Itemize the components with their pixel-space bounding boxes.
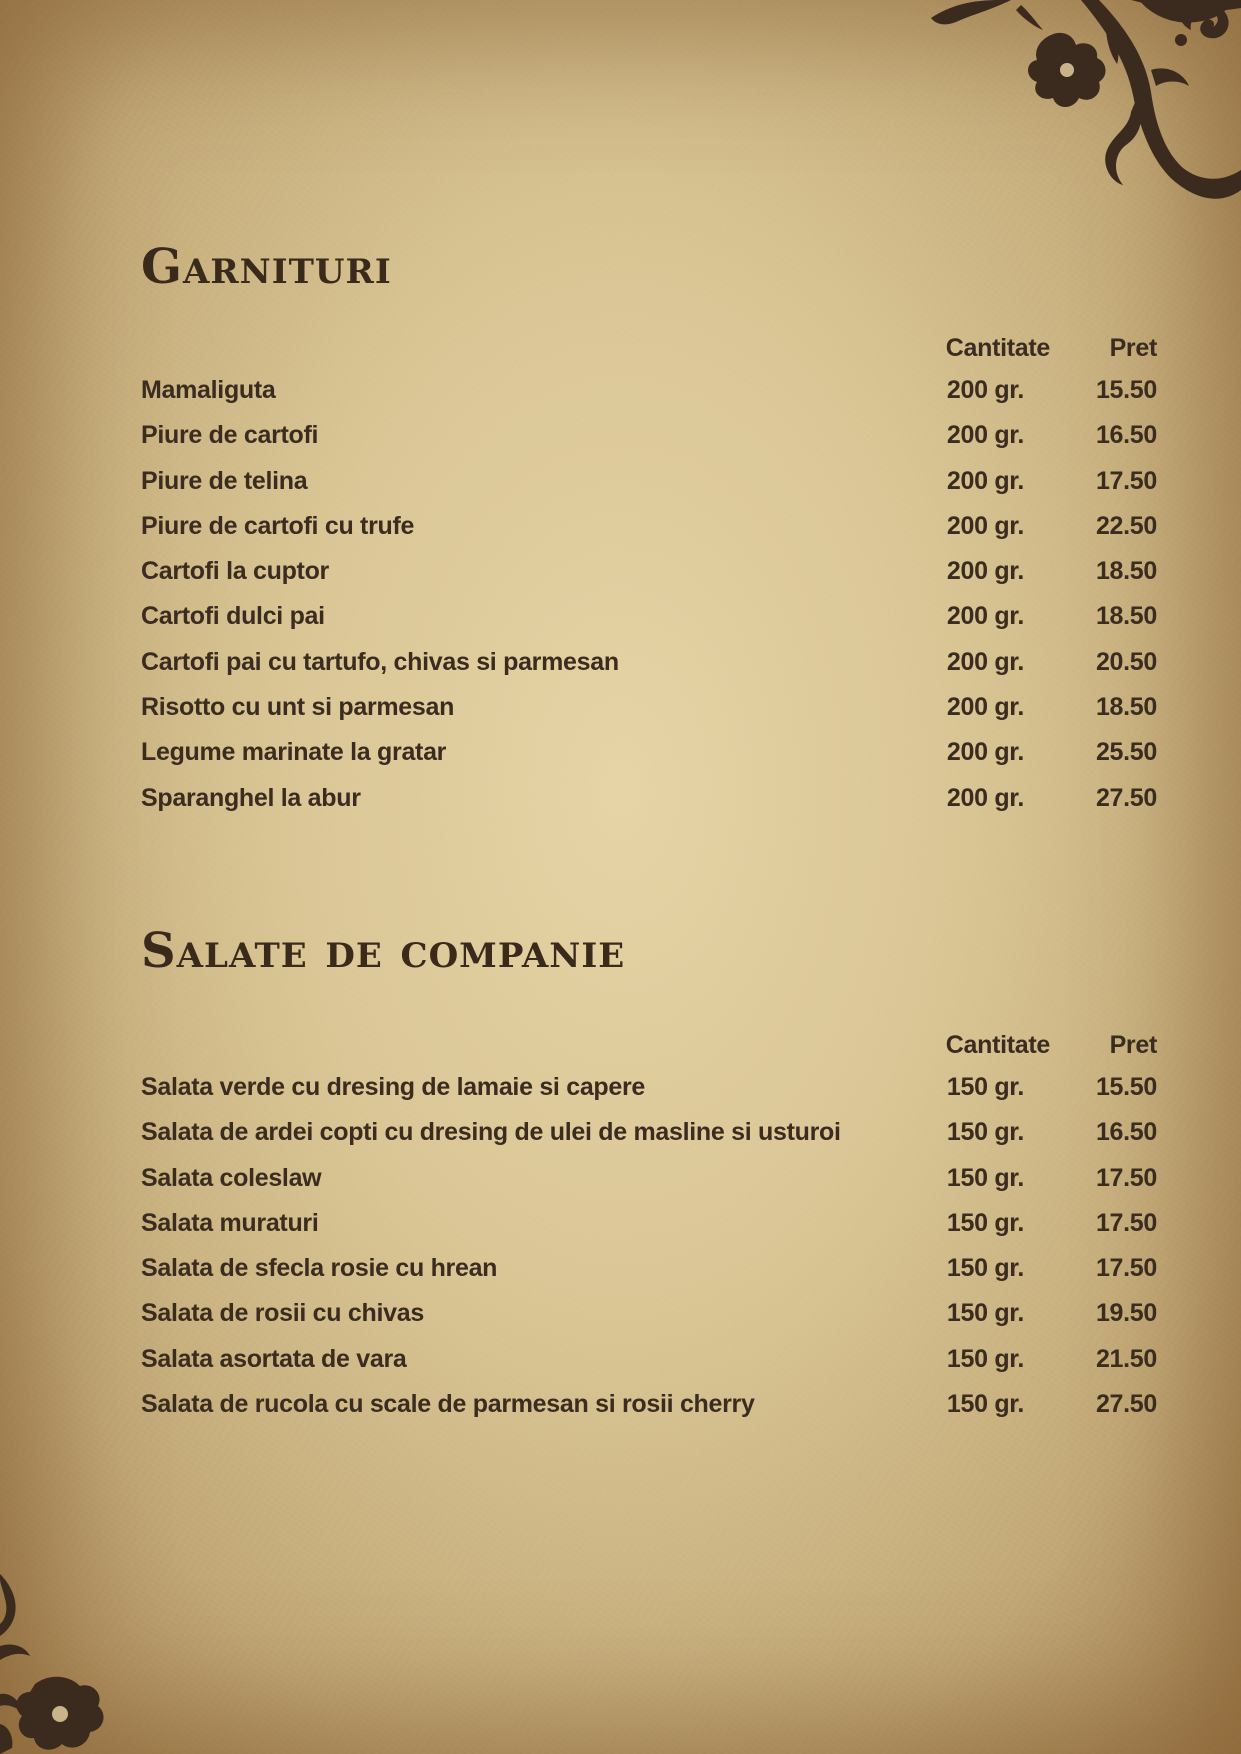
item-price: 18.50 [1095,693,1157,722]
section-title: Salate de companie [141,923,626,979]
item-name: Salata de ardei copti cu dresing de ulei de masline si usturoi [141,1118,841,1147]
item-quantity: 150 gr. [946,1163,1024,1192]
item-quantity: 200 gr. [946,466,1024,495]
menu-item-row [141,1345,1157,1390]
item-price: 17.50 [1095,1163,1157,1192]
item-name: Cartofi dulci pai [141,602,325,631]
menu-item-row [141,1164,1157,1209]
item-price: 15.50 [1095,376,1157,404]
item-quantity: 200 gr. [946,376,1024,404]
item-name: Cartofi pai cu tartufo, chivas si parmesan [141,647,619,676]
item-name: Cartofi la cuptor [141,557,329,586]
item-quantity: 200 gr. [946,738,1024,767]
corner-flourish-icon [0,1574,110,1754]
menu-item-row [141,1118,1157,1163]
price-header: Pret [1109,334,1157,362]
section-title: Garnituri [141,239,392,295]
quantity-header: Cantitate [945,1031,1050,1059]
item-price: 16.50 [1095,1118,1157,1147]
section-salate-de-companie [141,923,1157,1419]
item-name: Piure de cartofi cu trufe [141,511,415,540]
item-name: Salata coleslaw [141,1163,322,1192]
item-name: Salata de rucola cu scale de parmesan si rosii cherry [141,1390,755,1419]
menu-item-row [141,1254,1157,1299]
item-name: Sparanghel la abur [141,783,361,812]
menu-item-row [141,557,1157,602]
item-name: Salata muraturi [141,1208,319,1237]
quantity-header: Cantitate [945,334,1050,362]
menu-item-row [141,738,1157,783]
table-header-row [141,334,1157,376]
item-quantity: 150 gr. [946,1299,1024,1328]
item-name: Mamaliguta [141,376,276,404]
item-quantity: 150 gr. [946,1208,1024,1237]
item-quantity: 200 gr. [946,511,1024,540]
item-quantity: 200 gr. [946,557,1024,586]
item-price: 27.50 [1095,783,1157,812]
item-price: 17.50 [1095,466,1157,495]
item-price: 17.50 [1095,1254,1157,1283]
item-price: 27.50 [1095,1390,1157,1419]
item-quantity: 200 gr. [946,602,1024,631]
item-name: Risotto cu unt si parmesan [141,693,455,722]
item-price: 18.50 [1095,602,1157,631]
item-quantity: 150 gr. [946,1254,1024,1283]
item-quantity: 200 gr. [946,783,1024,812]
item-quantity: 150 gr. [946,1390,1024,1419]
item-price: 22.50 [1095,511,1157,540]
menu-table [141,334,1157,829]
item-quantity: 150 gr. [946,1118,1024,1147]
item-quantity: 200 gr. [946,647,1024,676]
menu-item-row [141,693,1157,738]
menu-item-row [141,602,1157,647]
item-price: 16.50 [1095,421,1157,450]
item-price: 17.50 [1095,1208,1157,1237]
item-quantity: 200 gr. [946,693,1024,722]
item-price: 20.50 [1095,647,1157,676]
section-garnituri [141,239,1157,812]
corner-flourish-icon [911,0,1241,210]
menu-item-row [141,1390,1157,1435]
menu-item-row [141,648,1157,693]
item-name: Salata de sfecla rosie cu hrean [141,1254,498,1283]
item-quantity: 150 gr. [946,1073,1024,1101]
menu-item-row [141,1209,1157,1254]
price-header: Pret [1109,1031,1157,1059]
menu-item-row [141,512,1157,557]
item-price: 21.50 [1095,1344,1157,1373]
item-name: Salata de rosii cu chivas [141,1299,424,1328]
menu-item-row [141,1073,1157,1118]
menu-item-row [141,784,1157,829]
table-header-row [141,1031,1157,1073]
item-price: 19.50 [1095,1299,1157,1328]
menu-item-row [141,376,1157,421]
item-price: 15.50 [1095,1073,1157,1101]
item-name: Legume marinate la gratar [141,738,447,767]
item-name: Salata verde cu dresing de lamaie si capere [141,1073,646,1101]
item-quantity: 150 gr. [946,1344,1024,1373]
menu-table [141,1031,1157,1435]
menu-item-row [141,1299,1157,1344]
item-name: Salata asortata de vara [141,1344,407,1373]
item-price: 18.50 [1095,557,1157,586]
item-name: Piure de cartofi [141,421,319,450]
item-price: 25.50 [1095,738,1157,767]
item-quantity: 200 gr. [946,421,1024,450]
menu-item-row [141,421,1157,466]
item-name: Piure de telina [141,466,308,495]
menu-item-row [141,467,1157,512]
